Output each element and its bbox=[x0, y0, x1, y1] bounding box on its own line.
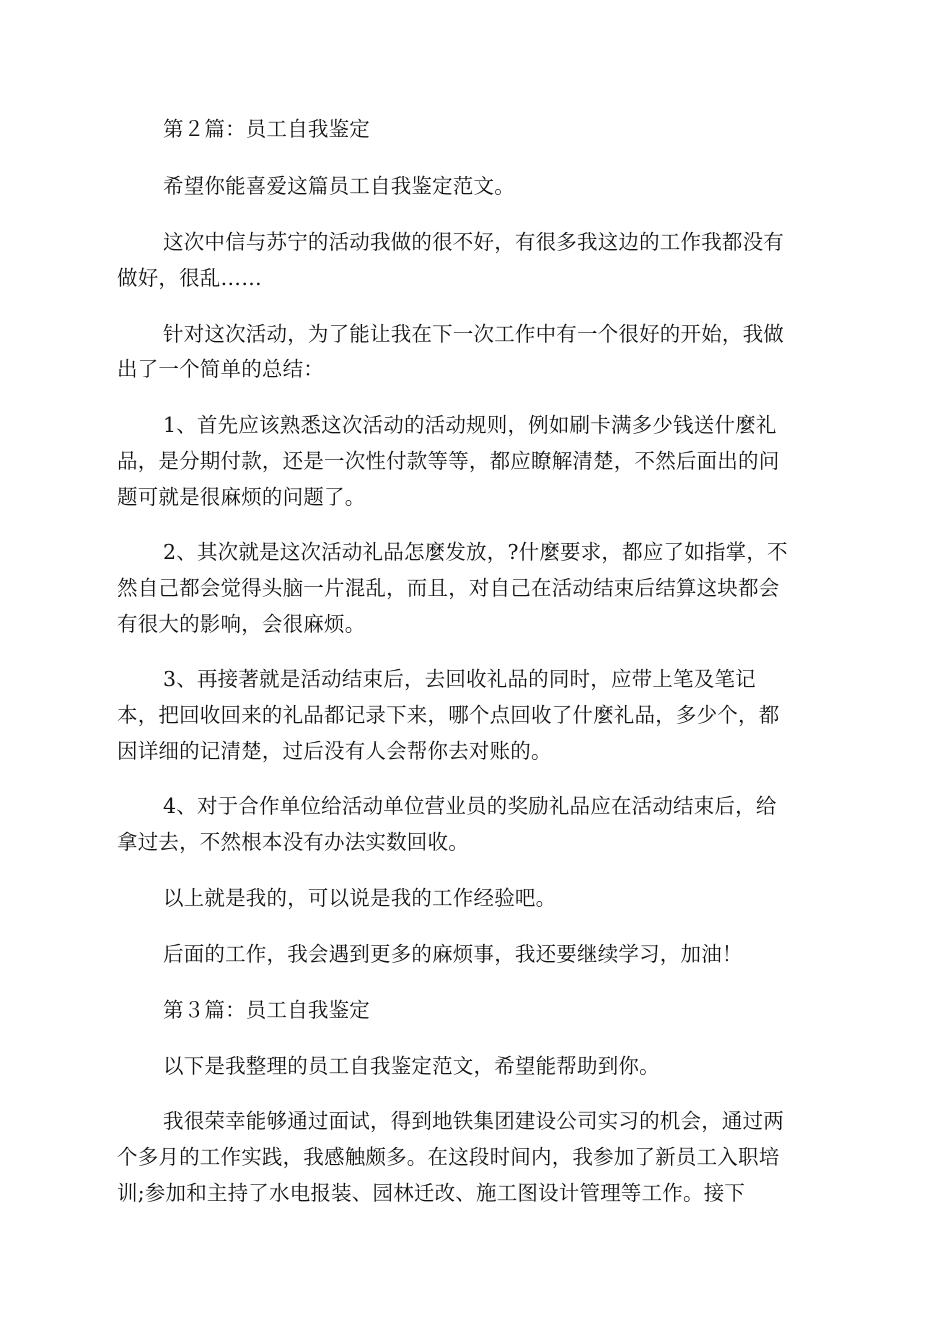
paragraph-line: 3、再接著就是活动结束后，去回收礼品的同时，应带上笔及笔记 bbox=[163, 667, 756, 691]
paragraph-line: 品，是分期付款，还是一次性付款等等，都应瞭解清楚，不然后面出的问 bbox=[117, 449, 780, 473]
paragraph-line: 这次中信与苏宁的活动我做的很不好，有很多我这边的工作我都没有 bbox=[163, 230, 784, 254]
paragraph-line: 以下是我整理的员工自我鉴定范文，希望能帮助到你。 bbox=[163, 1054, 660, 1078]
section-heading: 第２篇：员工自我鉴定 bbox=[163, 117, 370, 141]
paragraph-line: 出了一个简单的总结： bbox=[117, 357, 324, 381]
paragraph-line: 1、首先应该熟悉这次活动的活动规则，例如刷卡满多少钱送什麼礼 bbox=[163, 413, 777, 437]
paragraph-line: 拿过去，不然根本没有办法实数回收。 bbox=[117, 830, 469, 854]
paragraph-line: 训;参加和主持了水电报装、园林迁改、施工图设计管理等工作。接下 bbox=[117, 1181, 746, 1205]
paragraph-line: 个多月的工作实践，我感触颇多。在这段时间内，我参加了新员工入职培 bbox=[117, 1145, 780, 1169]
paragraph-line: 本，把回收回来的礼品都记录下来，哪个点回收了什麼礼品，多少个，都 bbox=[117, 703, 780, 727]
paragraph-line: 题可就是很麻烦的问题了。 bbox=[117, 485, 366, 509]
section-heading: 第３篇：员工自我鉴定 bbox=[163, 998, 370, 1022]
paragraph-line: 以上就是我的，可以说是我的工作经验吧。 bbox=[163, 886, 557, 910]
paragraph-line: 然自己都会觉得头脑一片混乱，而且，对自己在活动结束后结算这块都会 bbox=[117, 576, 780, 600]
paragraph-line: 做好，很乱…… bbox=[117, 266, 262, 290]
paragraph-line: 有很大的影响，会很麻烦。 bbox=[117, 612, 366, 636]
paragraph-line: 4、对于合作单位给活动单位营业员的奖励礼品应在活动结束后，给 bbox=[163, 794, 777, 818]
paragraph-line: 针对这次活动，为了能让我在下一次工作中有一个很好的开始，我做 bbox=[163, 322, 784, 346]
paragraph-line: 因详细的记清楚，过后没有人会帮你去对账的。 bbox=[117, 739, 552, 763]
paragraph-line: 希望你能喜爱这篇员工自我鉴定范文。 bbox=[163, 174, 515, 198]
paragraph-line: 2、其次就是这次活动礼品怎麼发放，?什麼要求，都应了如指掌，不 bbox=[163, 540, 788, 564]
paragraph-line: 我很荣幸能够通过面试，得到地铁集团建设公司实习的机会，通过两 bbox=[163, 1109, 784, 1133]
paragraph-line: 后面的工作，我会遇到更多的麻烦事，我还要继续学习，加油！ bbox=[163, 942, 743, 966]
